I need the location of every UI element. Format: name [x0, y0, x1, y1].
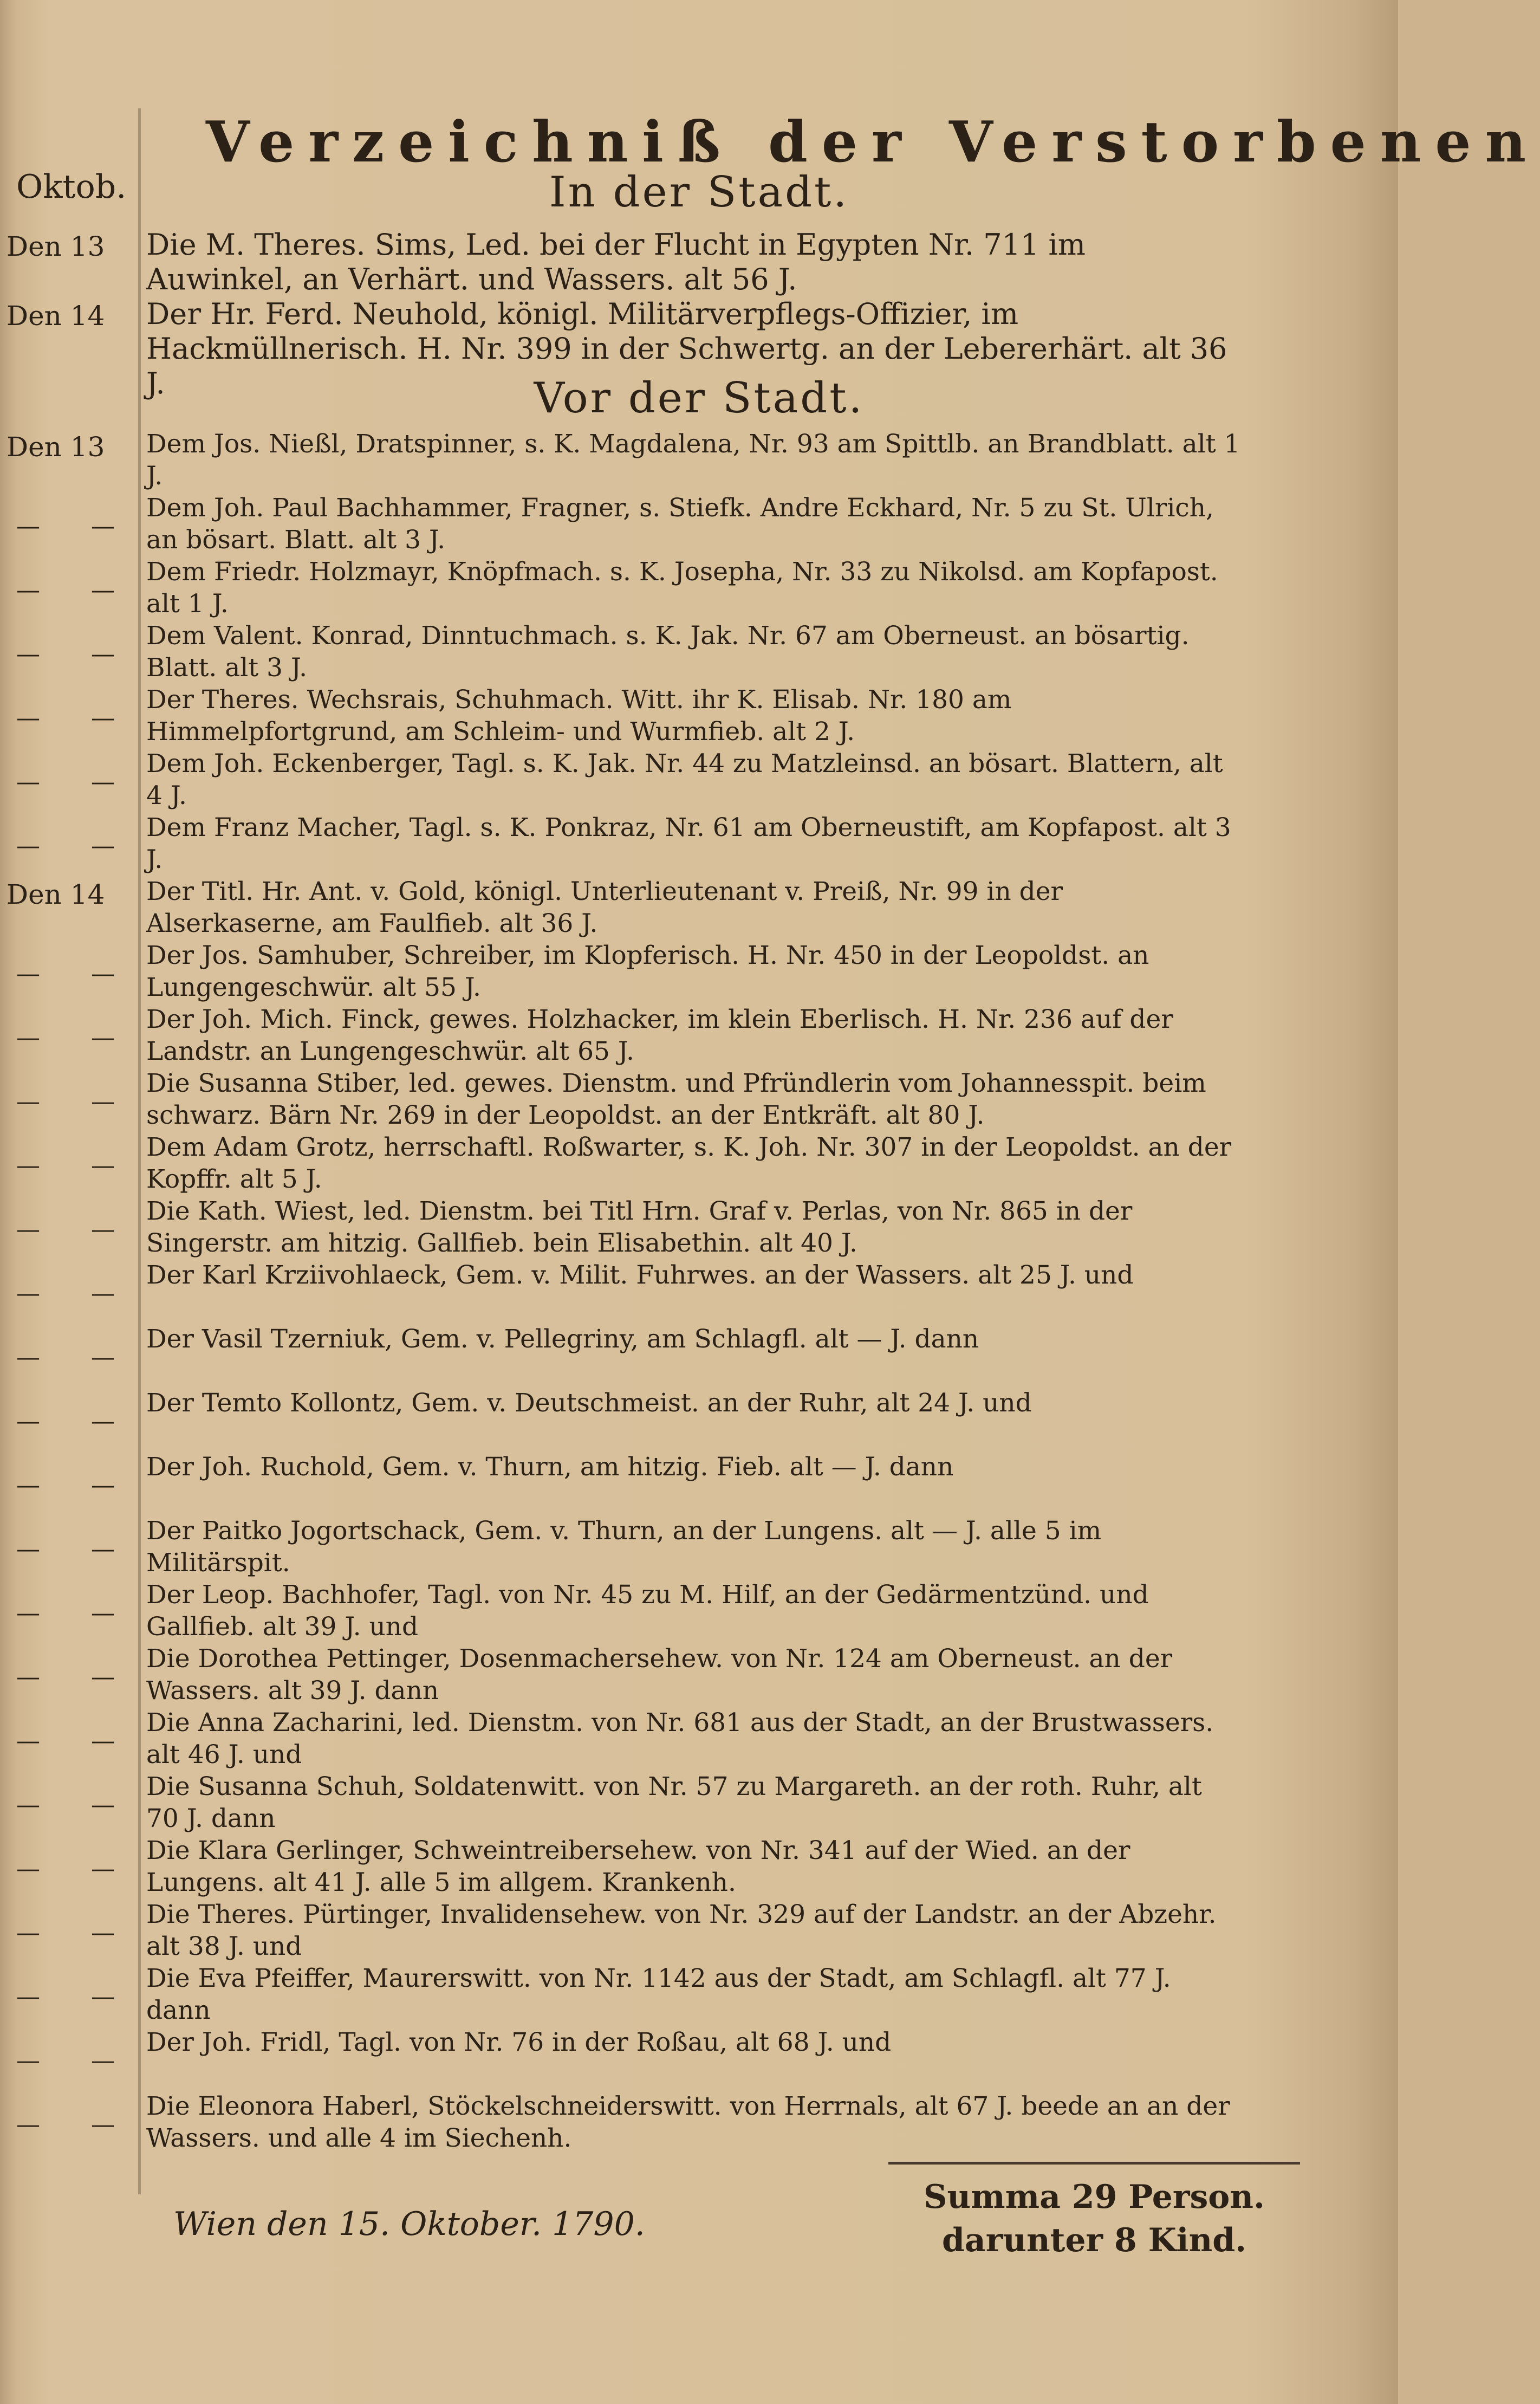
summary-block: [888, 2162, 1300, 2262]
entry-ditto-mark: — —: [16, 1216, 137, 1243]
list-item: [0, 876, 1398, 939]
list-item: [0, 1643, 1398, 1707]
entry-text: Die Eleonora Haberl, Stöckelschneiderswitt. von Herrnals, alt 67 J. beede an an der Wassers. und alle 4 im Siechenh.: [146, 2091, 1230, 2153]
entry-text: Der Paitko Jogortschack, Gem. v. Thurn, an der Lungens. alt — J. alle 5 im Militärspit.: [146, 1516, 1102, 1578]
section-suburb: Vor der Stadt.: [534, 374, 865, 423]
entry-text: Der Titl. Hr. Ant. v. Gold, königl. Unterlieutenant v. Preiß, Nr. 99 in der Alserkaserne, am Faulfieb. alt 36 J.: [146, 877, 1063, 938]
entry-text: Die Susanna Stiber, led. gewes. Dienstm. und Pfründlerin vom Johannesspit. beim schwarz. Bärn Nr. 269 in der Leopoldst. an der Entkräft. alt 80 J.: [146, 1068, 1206, 1130]
entry-text: Der Theres. Wechsrais, Schuhmach. Witt. ihr K. Elisab. Nr. 180 am Himmelpfortgrund, am Schleim- und Wurmfieb. alt 2 J.: [146, 685, 1012, 747]
entry-ditto-mark: — —: [16, 704, 137, 732]
entry-ditto-mark: — —: [16, 576, 137, 604]
list-item: [0, 492, 1398, 556]
entry-text: Der Joh. Fridl, Tagl. von Nr. 76 in der Roßau, alt 68 J. und: [146, 2027, 892, 2057]
entry-text: Dem Joh. Paul Bachhammer, Fragner, s. Stiefk. Andre Eckhard, Nr. 5 zu St. Ulrich, an bösart. Blatt. alt 3 J.: [146, 493, 1214, 555]
list-item: [0, 1387, 1398, 1451]
list-item: [0, 684, 1398, 748]
list-item: [0, 1451, 1398, 1515]
entry-text: Die Dorothea Pettinger, Dosenmachersehew. von Nr. 124 am Oberneust. an der Wassers. alt 39 J. dann: [146, 1644, 1173, 1706]
list-item: [0, 228, 1398, 297]
entry-ditto-mark: — —: [16, 1088, 137, 1116]
entry-ditto-mark: — —: [16, 768, 137, 796]
entry-text: Die Theres. Pürtinger, Invalidensehew. von Nr. 329 auf der Landstr. an der Abzehr. alt 38 J. und: [146, 1900, 1217, 1961]
list-item: [0, 812, 1398, 876]
entry-ditto-mark: — —: [16, 1152, 137, 1180]
entry-text: Dem Valent. Konrad, Dinntuchmach. s. K. Jak. Nr. 67 am Oberneust. an bösartig. Blatt. alt 3 J.: [146, 621, 1190, 683]
entry-text: Der Vasil Tzerniuk, Gem. v. Pellegriny, am Schlagfl. alt — J. dann: [146, 1324, 979, 1354]
entry-text: Dem Adam Grotz, herrschaftl. Roßwarter, s. K. Joh. Nr. 307 in der Leopoldst. an der Kopffr. alt 5 J.: [146, 1132, 1232, 1194]
entry-text: Dem Friedr. Holzmayr, Knöpfmach. s. K. Josepha, Nr. 33 zu Nikolsd. am Kopfapost. alt 1 J.: [146, 557, 1218, 619]
list-item: [0, 1898, 1398, 1962]
entry-ditto-mark: — —: [16, 2111, 137, 2139]
entry-ditto-mark: — —: [16, 1599, 137, 1627]
list-item: [0, 2026, 1398, 2090]
entry-ditto-mark: — —: [16, 1024, 137, 1052]
entry-ditto-mark: — —: [16, 1280, 137, 1307]
entry-ditto-mark: — —: [16, 960, 137, 988]
entry-ditto-mark: — —: [16, 1855, 137, 1883]
list-item: [0, 1259, 1398, 1323]
list-item: [0, 428, 1398, 492]
entry-text: Der Jos. Samhuber, Schreiber, im Klopferisch. H. Nr. 450 in der Leopoldst. an Lungengeschwür. alt 55 J.: [146, 941, 1149, 1002]
entry-ditto-mark: — —: [16, 1472, 137, 1499]
list-item: [0, 1515, 1398, 1579]
entry-ditto-mark: — —: [16, 2047, 137, 2075]
entry-text: Dem Franz Macher, Tagl. s. K. Ponkraz, Nr. 61 am Oberneustift, am Kopfapost. alt 3 J.: [146, 813, 1231, 874]
entry-date: Den 14: [7, 879, 105, 910]
entry-ditto-mark: — —: [16, 1408, 137, 1435]
entry-text: Der Joh. Mich. Finck, gewes. Holzhacker, im klein Eberlisch. H. Nr. 236 auf der Landstr. an Lungengeschwür. alt 65 J.: [146, 1005, 1173, 1066]
entry-text: Die Kath. Wiest, led. Dienstm. bei Titl Hrn. Graf v. Perlas, von Nr. 865 in der Singerstr. am hitzig. Gallfieb. bein Elisabethin. alt 40 J.: [146, 1196, 1133, 1258]
list-item: [0, 1323, 1398, 1387]
entry-date: Den 13: [7, 231, 105, 262]
entry-ditto-mark: — —: [16, 1791, 137, 1819]
entry-ditto-mark: — —: [16, 832, 137, 860]
entry-ditto-mark: — —: [16, 1919, 137, 1947]
list-item: [0, 1835, 1398, 1898]
entry-text: Die Anna Zacharini, led. Dienstm. von Nr. 681 aus der Stadt, an der Brustwassers. alt 46 J. und: [146, 1708, 1214, 1770]
list-item: [0, 748, 1398, 812]
entry-ditto-mark: — —: [16, 513, 137, 540]
entry-text: Die Susanna Schuh, Soldatenwitt. von Nr. 57 zu Margareth. an der roth. Ruhr, alt 70 J. dann: [146, 1772, 1202, 1833]
entry-text: Die Eva Pfeiffer, Maurerswitt. von Nr. 1142 aus der Stadt, am Schlagfl. alt 77 J. dann: [146, 1964, 1171, 2025]
entry-ditto-mark: — —: [16, 1727, 137, 1755]
list-item: [0, 939, 1398, 1003]
list-item: [0, 1003, 1398, 1067]
entry-text: Der Karl Krziivohlaeck, Gem. v. Milit. Fuhrwes. an der Wassers. alt 25 J. und: [146, 1260, 1134, 1290]
entry-text: Die Klara Gerlinger, Schweintreibersehew. von Nr. 341 auf der Wied. an der Lungens. alt 41 J. alle 5 im allgem. Krankenh.: [146, 1836, 1130, 1897]
entry-text: Der Joh. Ruchold, Gem. v. Thurn, am hitzig. Fieb. alt — J. dann: [146, 1452, 954, 1482]
entry-ditto-mark: — —: [16, 640, 137, 668]
entry-ditto-mark: — —: [16, 1663, 137, 1691]
section-city: In der Stadt.: [549, 168, 849, 217]
entry-ditto-mark: — —: [16, 1535, 137, 1563]
summary-children: darunter 8 Kind.: [941, 2221, 1247, 2259]
list-item: [0, 1067, 1398, 1131]
list-item: [0, 1771, 1398, 1835]
list-item: [0, 1707, 1398, 1771]
entry-text: Dem Jos. Nießl, Dratspinner, s. K. Magdalena, Nr. 93 am Spittlb. an Brandblatt. alt 1 J.: [146, 429, 1240, 491]
page-title: Verzeichniß der Verstorbenen: [206, 108, 1540, 175]
month-label: Oktob.: [16, 168, 127, 206]
list-item: [0, 1962, 1398, 2026]
entry-text: Der Leop. Bachhofer, Tagl. von Nr. 45 zu M. Hilf, an der Gedärmentzünd. und Gallfieb. alt 39 J. und: [146, 1580, 1149, 1642]
entry-text: Die M. Theres. Sims, Led. bei der Flucht in Egypten Nr. 711 im Auwinkel, an Verhärt. und Wassers. alt 56 J.: [146, 228, 1086, 296]
list-item: [0, 556, 1398, 620]
entry-date: Den 13: [7, 431, 105, 463]
summary-total: Summa 29 Person.: [924, 2178, 1265, 2216]
list-item: [0, 1579, 1398, 1643]
entry-date: Den 14: [7, 300, 105, 332]
entry-text: Der Hr. Ferd. Neuhold, königl. Militärverpflegs-Offizier, im Hackmüllnerisch. H. Nr. 399 in der Schwertg. an der Lebererhärt. alt 36 J.: [146, 297, 1227, 400]
list-item: [0, 1195, 1398, 1259]
entry-ditto-mark: — —: [16, 1983, 137, 2011]
entry-ditto-mark: — —: [16, 1344, 137, 1371]
list-item: [0, 1131, 1398, 1195]
entry-text: Dem Joh. Eckenberger, Tagl. s. K. Jak. Nr. 44 zu Matzleinsd. an bösart. Blattern, alt 4 J.: [146, 749, 1223, 811]
list-item: [0, 620, 1398, 684]
entry-text: Der Temto Kollontz, Gem. v. Deutschmeist. an der Ruhr, alt 24 J. und: [146, 1388, 1032, 1418]
footer-date: Wien den 15. Oktober. 1790.: [173, 2205, 645, 2243]
suburb-entries: [0, 428, 1398, 2154]
list-item: [0, 2090, 1398, 2154]
